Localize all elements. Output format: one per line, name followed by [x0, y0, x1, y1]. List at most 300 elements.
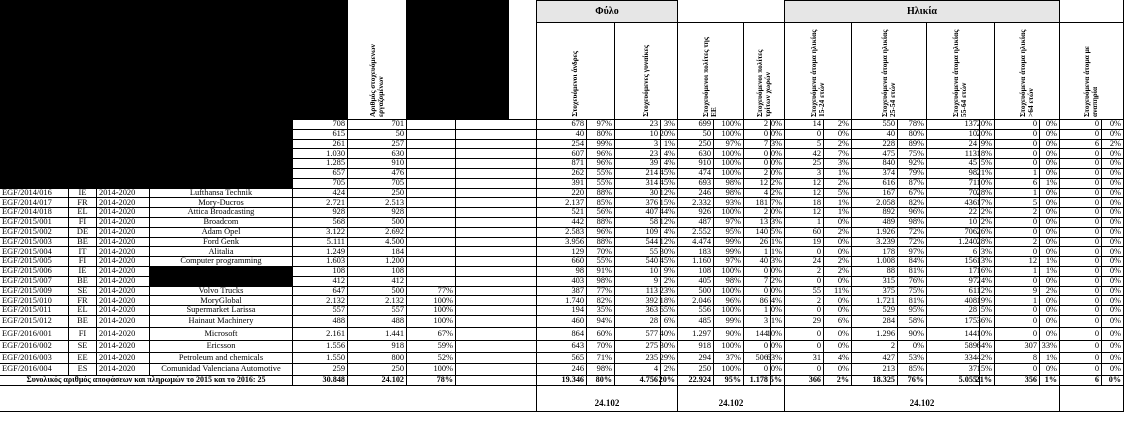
table-cell-eligible: 928	[293, 208, 348, 218]
table-cell-dis: 0	[1060, 267, 1102, 277]
table-cell-a55: 17	[927, 267, 980, 277]
total-label: Συνολικός αριθμός αποφάσεων και πληρωμών το 2015 και το 2016: 25	[0, 376, 293, 386]
table-cell-women: 407	[615, 208, 661, 218]
table-cell-dis: 0	[1060, 189, 1102, 199]
table-cell-case	[0, 140, 69, 150]
table-cell-dis_p: 0%	[1102, 296, 1124, 306]
table-cell-dis: 0	[1060, 353, 1102, 365]
column-header-label: Στοχευόμενα άτομα ηλικίας >64 ετών	[1017, 29, 1035, 117]
footer-age-total: 24.102	[785, 386, 1060, 412]
table-cell-cc: BE	[69, 238, 97, 248]
table-cell-a55: 6	[927, 247, 980, 257]
total-cell-tc: 1.178	[744, 376, 771, 386]
table-cell-a64: 0	[995, 247, 1040, 257]
table-cell-women_p: 4%	[661, 149, 678, 159]
total-spacer	[456, 376, 537, 386]
table-cell-case: EGF/2016/002	[0, 341, 69, 353]
table-cell-dis_p: 0%	[1102, 218, 1124, 228]
table-cell-period	[97, 169, 150, 179]
total-cell-men_p: 80%	[587, 376, 615, 386]
total-cell-a55: 5.055	[927, 376, 980, 386]
table-cell-spacer	[456, 296, 537, 306]
table-cell-dis: 0	[1060, 159, 1102, 169]
table-cell-a64: 6	[995, 179, 1040, 189]
table-cell-eu_p: 90%	[714, 328, 744, 341]
table-cell-a55_p: 17%	[980, 198, 995, 208]
table-cell-men: 194	[537, 306, 587, 316]
table-cell-a15_p: 0%	[824, 364, 852, 376]
table-cell-dis_p: 0%	[1102, 208, 1124, 218]
table-cell-women: 113	[615, 287, 661, 297]
table-cell-a25_p: 98%	[898, 218, 927, 228]
table-cell-a64_p: 2%	[1040, 287, 1060, 297]
table-cell-men: 262	[537, 169, 587, 179]
table-cell-tc_p: 0%	[771, 159, 785, 169]
table-cell-a64_p: 1%	[1040, 179, 1060, 189]
column-header-label: Στοχευόμενοι πολίτες της ΕΕ	[701, 37, 719, 117]
table-cell-a25: 284	[852, 316, 898, 328]
table-cell-men: 607	[537, 149, 587, 159]
table-cell-case: EGF/2015/005	[0, 257, 69, 267]
table-cell-spacer	[456, 267, 537, 277]
table-cell-eu: 485	[678, 316, 714, 328]
table-cell-dis_p: 0%	[1102, 238, 1124, 248]
table-cell-name: Ericsson	[150, 341, 293, 353]
table-cell-cc: EL	[69, 306, 97, 316]
table-cell-a25: 529	[852, 306, 898, 316]
table-cell-a25_p: 82%	[898, 198, 927, 208]
table-cell-tc: 0	[744, 130, 771, 140]
table-cell-eu_p: 100%	[714, 169, 744, 179]
table-cell-eligible: 108	[293, 267, 348, 277]
column-header	[785, 23, 852, 120]
table-cell-a64_p: 0%	[1040, 189, 1060, 199]
table-cell-pct	[407, 218, 456, 228]
table-cell-eu: 699	[678, 120, 714, 130]
table-cell-a15: 1	[785, 218, 824, 228]
table-cell-tc: 2	[744, 120, 771, 130]
table-cell-eu: 2.046	[678, 296, 714, 306]
table-cell-a25_p: 97%	[898, 247, 927, 257]
table-cell-eu_p: 95%	[714, 228, 744, 238]
table-cell-a15_p: 0%	[824, 306, 852, 316]
table-cell-a15_p: 5%	[824, 189, 852, 199]
table-cell-pct: 52%	[407, 353, 456, 365]
column-header	[348, 23, 407, 120]
table-cell-cc: IT	[69, 247, 97, 257]
table-cell-women: 540	[615, 257, 661, 267]
table-cell-spacer	[456, 238, 537, 248]
table-cell-targeted: 50	[348, 130, 407, 140]
table-cell-pct	[407, 257, 456, 267]
table-cell-women_p: 23%	[661, 287, 678, 297]
total-cell-a64_p: 1%	[1040, 376, 1060, 386]
table-cell-a25: 375	[852, 287, 898, 297]
table-cell-a55: 97	[927, 277, 980, 287]
table-cell-eligible: 424	[293, 189, 348, 199]
table-cell-a55_p: 28%	[980, 189, 995, 199]
table-cell-a55: 10	[927, 130, 980, 140]
table-cell-a55: 24	[927, 140, 980, 150]
table-cell-dis_p: 0%	[1102, 341, 1124, 353]
table-cell-men_p: 96%	[587, 149, 615, 159]
table-cell-a25: 213	[852, 364, 898, 376]
table-cell-name	[150, 149, 293, 159]
header-spacer	[1060, 0, 1124, 23]
table-cell-case: EGF/2015/012	[0, 316, 69, 328]
table-cell-men_p: 55%	[587, 257, 615, 267]
table-cell-a25_p: 0%	[898, 341, 927, 353]
table-cell-eligible: 2.132	[293, 296, 348, 306]
table-cell-women_p: 30%	[661, 341, 678, 353]
table-cell-targeted: 630	[348, 149, 407, 159]
table-cell-tc: 13	[744, 218, 771, 228]
table-cell-dis: 0	[1060, 208, 1102, 218]
table-cell-eligible: 1.550	[293, 353, 348, 365]
table-cell-dis_p: 0%	[1102, 120, 1124, 130]
table-cell-spacer	[456, 149, 537, 159]
table-cell-pct: 100%	[407, 316, 456, 328]
table-cell-women: 4	[615, 364, 661, 376]
table-cell-a15_p: 0%	[824, 218, 852, 228]
table-cell-a55_p: 9%	[980, 140, 995, 150]
table-cell-case: EGF/2016/003	[0, 353, 69, 365]
total-cell-a15: 366	[785, 376, 824, 386]
table-cell-eu: 910	[678, 159, 714, 169]
table-cell-eligible: 412	[293, 277, 348, 287]
table-cell-dis: 0	[1060, 287, 1102, 297]
table-cell-cc	[69, 140, 97, 150]
table-cell-a15: 2	[785, 296, 824, 306]
table-cell-women_p: 12%	[661, 218, 678, 228]
table-cell-tc_p: 0%	[771, 287, 785, 297]
table-cell-eligible: 2.721	[293, 198, 348, 208]
table-cell-eu: 500	[678, 287, 714, 297]
table-cell-spacer	[456, 130, 537, 140]
table-cell-men: 3.956	[537, 238, 587, 248]
table-cell-a64: 0	[995, 218, 1040, 228]
table-cell-a55_p: 36%	[980, 316, 995, 328]
table-cell-period: 2014-2020	[97, 353, 150, 365]
table-cell-a64_p: 1%	[1040, 353, 1060, 365]
table-cell-men_p: 91%	[587, 267, 615, 277]
table-cell-cc: FI	[69, 328, 97, 341]
table-cell-men: 246	[537, 364, 587, 376]
table-cell-a64_p: 0%	[1040, 238, 1060, 248]
table-cell-cc: SE	[69, 287, 97, 297]
table-cell-tc_p: 0%	[771, 267, 785, 277]
table-cell-a15_p: 2%	[824, 120, 852, 130]
table-cell-spacer	[456, 316, 537, 328]
table-cell-eu_p: 100%	[714, 159, 744, 169]
table-cell-men_p: 80%	[587, 130, 615, 140]
table-cell-tc_p: 7%	[771, 198, 785, 208]
table-cell-cc: FI	[69, 257, 97, 267]
table-cell-eu: 556	[678, 306, 714, 316]
column-header	[678, 23, 744, 120]
column-header-label: Στοχευόμενες γυναίκες	[640, 45, 650, 117]
table-cell-a64: 0	[995, 140, 1040, 150]
table-cell-men: 254	[537, 140, 587, 150]
table-cell-case: EGF/2015/006	[0, 267, 69, 277]
table-cell-a64_p: 0%	[1040, 198, 1060, 208]
table-cell-men_p: 99%	[587, 140, 615, 150]
table-cell-a64: 2	[995, 208, 1040, 218]
table-cell-men_p: 96%	[587, 228, 615, 238]
table-cell-a25: 1.296	[852, 328, 898, 341]
table-cell-women: 58	[615, 218, 661, 228]
table-cell-eu_p: 96%	[714, 296, 744, 306]
table-cell-dis_p: 0%	[1102, 353, 1124, 365]
table-cell-spacer	[456, 140, 537, 150]
table-cell-a64_p: 0%	[1040, 228, 1060, 238]
table-cell-eligible: 3.122	[293, 228, 348, 238]
table-cell-period: 2014-2020	[97, 208, 150, 218]
table-cell-a64: 0	[995, 277, 1040, 287]
table-cell-tc: 0	[744, 341, 771, 353]
table-cell-dis: 0	[1060, 238, 1102, 248]
table-cell-a55_p: 13%	[980, 257, 995, 267]
table-cell-eu_p: 100%	[714, 149, 744, 159]
table-cell-case: EGF/2015/003	[0, 238, 69, 248]
table-cell-a15: 12	[785, 189, 824, 199]
table-cell-men_p: 88%	[587, 238, 615, 248]
table-cell-a15: 12	[785, 208, 824, 218]
table-cell-a25: 88	[852, 267, 898, 277]
table-cell-name: Alitalia	[150, 247, 293, 257]
table-cell-men: 391	[537, 179, 587, 189]
table-cell-tc: 26	[744, 238, 771, 248]
column-header	[995, 23, 1060, 120]
table-cell-name	[150, 169, 293, 179]
table-cell-dis_p: 0%	[1102, 149, 1124, 159]
table-cell-name: MoryGlobal	[150, 296, 293, 306]
table-cell-period: 2014-2020	[97, 238, 150, 248]
table-cell-eligible: 1.556	[293, 341, 348, 353]
table-cell-men: 2.137	[537, 198, 587, 208]
table-cell-period	[97, 140, 150, 150]
table-cell-dis: 0	[1060, 316, 1102, 328]
table-cell-tc_p: 0%	[771, 364, 785, 376]
table-cell-case: EGF/2015/009	[0, 287, 69, 297]
table-cell-period: 2014-2020	[97, 341, 150, 353]
column-header-label: Στοχευόμενα άτομα με αναπηρία	[1082, 46, 1100, 117]
table-cell-women: 10	[615, 267, 661, 277]
table-cell-a25: 892	[852, 208, 898, 218]
table-cell-a15: 25	[785, 159, 824, 169]
total-cell-tc_p: 5%	[771, 376, 785, 386]
table-cell-a15_p: 0%	[824, 238, 852, 248]
table-cell-dis: 0	[1060, 341, 1102, 353]
table-cell-a25_p: 58%	[898, 316, 927, 328]
table-cell-eu_p: 97%	[714, 257, 744, 267]
table-cell-a25: 840	[852, 159, 898, 169]
table-cell-name: Supermarket Larissa	[150, 306, 293, 316]
table-cell-tc: 506	[744, 353, 771, 365]
table-cell-pct	[407, 208, 456, 218]
table-cell-men: 871	[537, 159, 587, 169]
table-cell-a15: 60	[785, 228, 824, 238]
table-cell-a55_p: 64%	[980, 341, 995, 353]
column-header	[615, 23, 678, 120]
table-cell-tc: 7	[744, 277, 771, 287]
table-cell-a64_p: 0%	[1040, 169, 1060, 179]
footer-blank	[1060, 386, 1124, 412]
table-cell-a25: 427	[852, 353, 898, 365]
table-cell-women: 214	[615, 169, 661, 179]
table-cell-period: 2014-2020	[97, 228, 150, 238]
table-cell-a25: 3.239	[852, 238, 898, 248]
header-spacer	[509, 0, 537, 23]
table-cell-a55_p: 20%	[980, 130, 995, 140]
table-cell-men: 442	[537, 218, 587, 228]
table-cell-men_p: 82%	[587, 296, 615, 306]
table-cell-tc_p: 63%	[771, 353, 785, 365]
table-cell-dis_p: 0%	[1102, 277, 1124, 287]
table-cell-women_p: 1%	[661, 140, 678, 150]
table-cell-men_p: 35%	[587, 306, 615, 316]
table-cell-cc: BE	[69, 316, 97, 328]
table-cell-women: 10	[615, 130, 661, 140]
table-cell-case: EGF/2015/002	[0, 228, 69, 238]
table-cell-targeted: 2.132	[348, 296, 407, 306]
table-cell-women: 235	[615, 353, 661, 365]
table-cell-a25_p: 96%	[898, 208, 927, 218]
table-cell-spacer	[456, 208, 537, 218]
table-cell-women: 23	[615, 149, 661, 159]
table-cell-men_p: 97%	[587, 120, 615, 130]
table-cell-case: EGF/2015/004	[0, 247, 69, 257]
table-cell-dis_p: 0%	[1102, 247, 1124, 257]
table-cell-dis: 6	[1060, 140, 1102, 150]
table-cell-a55_p: 10%	[980, 328, 995, 341]
table-cell-dis: 0	[1060, 218, 1102, 228]
table-cell-spacer	[456, 198, 537, 208]
table-cell-name: Volvo Trucks	[150, 287, 293, 297]
table-cell-name: Comunidad Valenciana Automotive	[150, 364, 293, 376]
table-cell-tc: 144	[744, 328, 771, 341]
table-cell-dis_p: 0%	[1102, 257, 1124, 267]
table-cell-a55: 70	[927, 189, 980, 199]
table-cell-period: 2014-2020	[97, 198, 150, 208]
table-cell-tc_p: 0%	[771, 341, 785, 353]
table-cell-eu_p: 100%	[714, 364, 744, 376]
table-cell-tc: 0	[744, 287, 771, 297]
table-cell-eu_p: 100%	[714, 341, 744, 353]
table-cell-tc: 0	[744, 149, 771, 159]
table-cell-dis: 0	[1060, 130, 1102, 140]
total-cell-eu_p: 95%	[714, 376, 744, 386]
table-cell-case: EGF/2014/016	[0, 189, 69, 199]
table-cell-dis: 0	[1060, 277, 1102, 287]
table-cell-a25_p: 67%	[898, 189, 927, 199]
table-cell-spacer	[456, 159, 537, 169]
table-cell-a64: 1	[995, 189, 1040, 199]
table-cell-a64: 9	[995, 287, 1040, 297]
table-cell-a55: 61	[927, 287, 980, 297]
table-cell-women: 55	[615, 247, 661, 257]
header-spacer	[348, 0, 407, 23]
table-cell-dis_p: 0%	[1102, 179, 1124, 189]
table-cell-targeted: 412	[348, 277, 407, 287]
table-cell-eu: 2.552	[678, 228, 714, 238]
table-cell-a15_p: 0%	[824, 247, 852, 257]
table-cell-a64_p: 33%	[1040, 341, 1060, 353]
table-cell-a64_p: 0%	[1040, 247, 1060, 257]
table-cell-a25_p: 76%	[898, 277, 927, 287]
table-cell-period: 2014-2020	[97, 296, 150, 306]
table-cell-eligible: 647	[293, 287, 348, 297]
table-cell-eligible: 708	[293, 120, 348, 130]
table-cell-women: 9	[615, 277, 661, 287]
table-cell-tc_p: 0%	[771, 208, 785, 218]
table-cell-tc_p: 2%	[771, 179, 785, 189]
table-cell-period: 2014-2020	[97, 247, 150, 257]
table-cell-a64: 0	[995, 130, 1040, 140]
table-cell-a25_p: 89%	[898, 140, 927, 150]
table-cell-tc: 86	[744, 296, 771, 306]
table-cell-a25: 178	[852, 247, 898, 257]
table-cell-targeted: 701	[348, 120, 407, 130]
table-cell-tc_p: 0%	[771, 130, 785, 140]
table-cell-a15: 55	[785, 287, 824, 297]
table-cell-a55_p: 20%	[980, 120, 995, 130]
table-cell-a55_p: 2%	[980, 218, 995, 228]
table-cell-tc_p: 3%	[771, 140, 785, 150]
table-cell-tc: 181	[744, 198, 771, 208]
table-cell-eligible: 615	[293, 130, 348, 140]
table-cell-a25: 1.008	[852, 257, 898, 267]
table-cell-targeted: 910	[348, 159, 407, 169]
table-cell-a15_p: 3%	[824, 159, 852, 169]
table-cell-a15_p: 0%	[824, 341, 852, 353]
table-cell-eu_p: 97%	[714, 218, 744, 228]
table-cell-men: 565	[537, 353, 587, 365]
total-cell-eu: 22.924	[678, 376, 714, 386]
table-cell-a15: 12	[785, 179, 824, 189]
table-cell-women: 376	[615, 198, 661, 208]
table-cell-women: 363	[615, 306, 661, 316]
table-cell-a64_p: 0%	[1040, 364, 1060, 376]
table-cell-eu_p: 99%	[714, 247, 744, 257]
table-cell-a15_p: 1%	[824, 198, 852, 208]
table-cell-a64_p: 0%	[1040, 328, 1060, 341]
table-cell-men: 864	[537, 328, 587, 341]
table-cell-tc: 140	[744, 228, 771, 238]
table-cell-spacer	[456, 120, 537, 130]
table-cell-targeted: 800	[348, 353, 407, 365]
table-cell-name	[150, 130, 293, 140]
table-cell-spacer	[456, 341, 537, 353]
table-cell-women: 275	[615, 341, 661, 353]
table-cell-targeted: 918	[348, 341, 407, 353]
table-cell-eu: 108	[678, 267, 714, 277]
table-cell-a15: 0	[785, 306, 824, 316]
table-cell-dis_p: 0%	[1102, 364, 1124, 376]
table-cell-eligible: 1.285	[293, 159, 348, 169]
table-cell-tc: 4	[744, 189, 771, 199]
footer-sex-total: 24.102	[537, 386, 678, 412]
table-cell-men_p: 98%	[587, 277, 615, 287]
table-cell-case: EGF/2015/010	[0, 296, 69, 306]
table-cell-spacer	[456, 228, 537, 238]
table-cell-a64_p: 0%	[1040, 296, 1060, 306]
table-cell-targeted: 2.692	[348, 228, 407, 238]
column-header-label: Στοχευόμενα άτομα ηλικίας 25-54 ετών	[879, 29, 897, 117]
table-cell-cc: ES	[69, 364, 97, 376]
total-cell-targeted: 24.102	[348, 376, 407, 386]
table-cell-name: Attica Broadcasting	[150, 208, 293, 218]
